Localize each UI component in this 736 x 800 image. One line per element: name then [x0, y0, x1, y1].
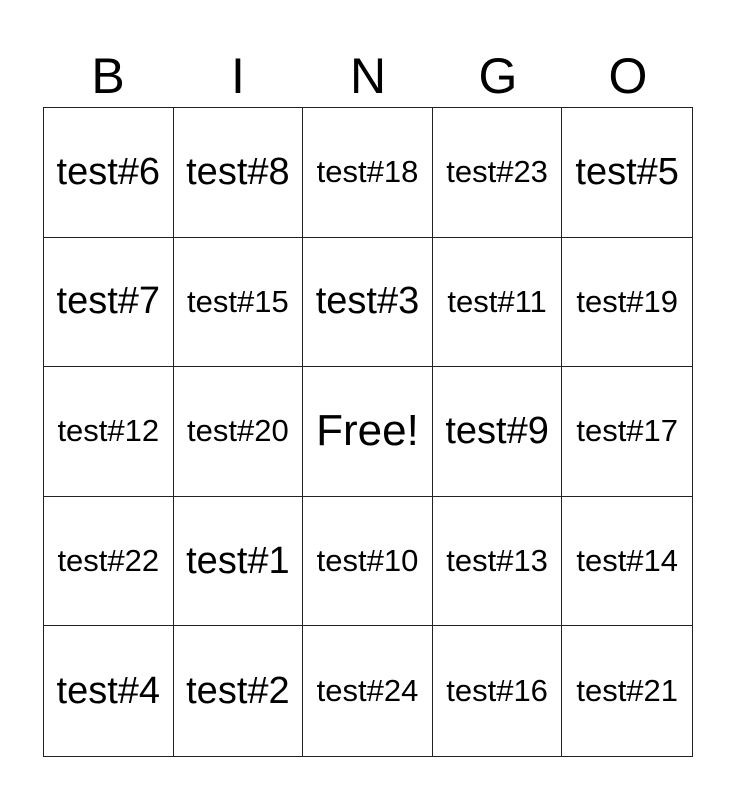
bingo-header	[43, 46, 693, 106]
bingo-cell[interactable]: test#6	[44, 108, 174, 238]
bingo-cell[interactable]: test#9	[433, 367, 563, 497]
bingo-cell[interactable]: test#8	[174, 108, 304, 238]
bingo-cell[interactable]: test#15	[174, 238, 304, 368]
bingo-cell[interactable]: test#12	[44, 367, 174, 497]
header-letter-i: I	[231, 48, 245, 104]
bingo-cell[interactable]: test#21	[576, 673, 679, 709]
bingo-cell[interactable]: test#1	[174, 497, 304, 627]
bingo-cell[interactable]: test#18	[303, 108, 433, 238]
bingo-cell[interactable]: test#14	[562, 497, 692, 627]
header-letter-n: N	[349, 48, 387, 104]
bingo-cell[interactable]: test#3	[303, 238, 433, 368]
bingo-cell[interactable]: test#23	[433, 108, 563, 238]
header-letter-g: G	[478, 48, 518, 104]
bingo-cell[interactable]: test#24	[303, 626, 433, 756]
bingo-cell[interactable]: test#10	[303, 497, 433, 627]
bingo-cell[interactable]: test#19	[562, 238, 692, 368]
bingo-cell[interactable]: test#16	[433, 626, 563, 756]
bingo-cell[interactable]: test#13	[433, 497, 563, 627]
bingo-cell[interactable]: test#20	[174, 367, 304, 497]
bingo-cell[interactable]: test#17	[562, 367, 692, 497]
header-letter-o: O	[608, 48, 648, 104]
bingo-cell[interactable]: test#7	[44, 238, 174, 368]
bingo-cell[interactable]: test#4	[44, 626, 174, 756]
bingo-cell[interactable]: test#22	[44, 497, 174, 627]
bingo-cell[interactable]: test#2	[174, 626, 304, 756]
bingo-cell[interactable]: test#11	[433, 238, 563, 368]
free-space-cell[interactable]: Free!	[303, 367, 433, 497]
bingo-cell[interactable]: test#5	[562, 108, 692, 238]
bingo-grid	[43, 107, 693, 757]
header-letter-b: B	[91, 48, 125, 104]
